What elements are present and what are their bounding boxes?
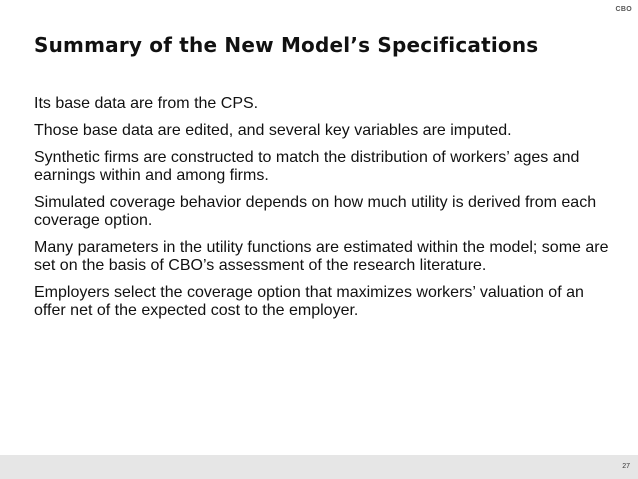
bullet-item: Simulated coverage behavior depends on how much utility is derived from each coverage option. (34, 194, 597, 229)
bullet-list (34, 95, 614, 329)
page-number: 27 (622, 463, 630, 470)
footer-bar (0, 455, 638, 479)
cbo-logo: CBO (615, 6, 632, 13)
bullet-item: Many parameters in the utility functions are estimated within the model; some are set on the basis of CBO’s assessment of the research literature. (34, 239, 609, 274)
slide-title: Summary of the New Model’s Specifications (34, 33, 539, 57)
bullet-item: Those base data are edited, and several key variables are imputed. (34, 122, 512, 139)
bullet-item: Synthetic firms are constructed to match the distribution of workers’ ages and earnings within and among firms. (34, 149, 580, 184)
bullet-item: Employers select the coverage option that maximizes workers’ valuation of an offer net of the expected cost to the employer. (34, 284, 584, 319)
bullet-item: Its base data are from the CPS. (34, 95, 259, 112)
